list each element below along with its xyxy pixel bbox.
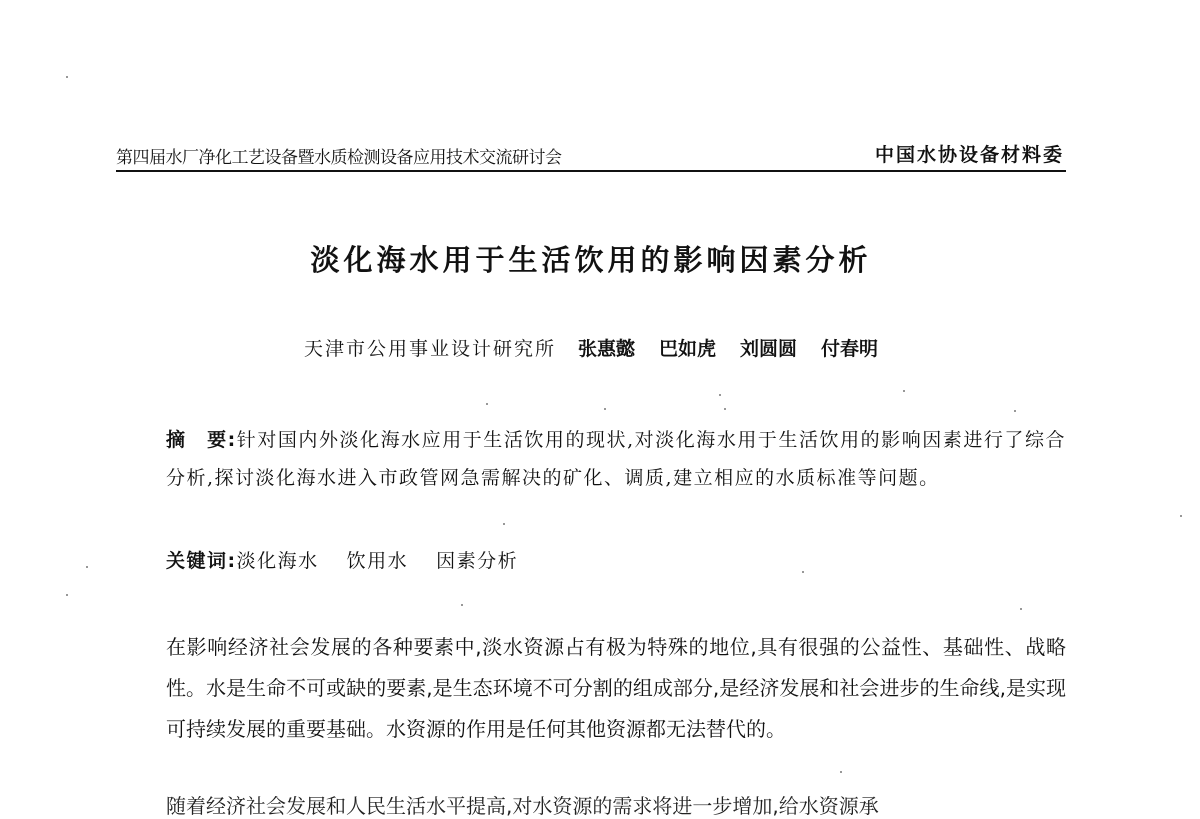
abstract-paragraph bbox=[116, 421, 1066, 497]
keywords-label: 关键词: bbox=[166, 550, 237, 572]
author-name: 巴如虎 bbox=[658, 338, 716, 360]
keyword: 淡化海水 bbox=[236, 550, 319, 572]
organization-name: 中国水协设备材料委 bbox=[874, 144, 1064, 166]
author-institution: 天津市公用事业设计研究所 bbox=[303, 338, 556, 360]
keywords bbox=[166, 546, 546, 573]
running-header bbox=[116, 142, 1066, 172]
body-paragraph-partial: 随着经济社会发展和人民生活水平提高,对水资源的需求将进一步增加,给水资源承 bbox=[166, 794, 879, 818]
author-name: 张惠懿 bbox=[577, 338, 635, 360]
conference-title: 第四届水厂净化工艺设备暨水质检测设备应用技术交流研讨会 bbox=[116, 148, 562, 168]
body-paragraph: 在影响经济社会发展的各种要素中,淡水资源占有极为特殊的地位,具有很强的公益性、基础性、战略性。水是生命不可或缺的要素,是生态环境不可分割的组成部分,是经济发展和社会进步的生命线,是实现可持续发展的重要基础。水资源的作用是任何其他资源都无法替代的。 bbox=[166, 635, 1066, 741]
author-line bbox=[0, 334, 1182, 361]
body-text bbox=[116, 627, 1066, 750]
keyword: 因素分析 bbox=[436, 550, 519, 572]
abstract-text: 针对国内外淡化海水应用于生活饮用的现状,对淡化海水用于生活饮用的影响因素进行了综合分析,探讨淡化海水进入市政管网急需解决的矿化、调质,建立相应的水质标准等问题。 bbox=[166, 429, 1066, 489]
keyword: 饮用水 bbox=[346, 550, 409, 572]
abstract-label: 摘 要: bbox=[166, 429, 237, 451]
author-name: 刘圆圆 bbox=[740, 338, 798, 360]
abstract bbox=[116, 421, 1066, 497]
paper-title: 淡化海水用于生活饮用的影响因素分析 bbox=[310, 243, 872, 277]
author-name: 付春明 bbox=[821, 338, 879, 360]
